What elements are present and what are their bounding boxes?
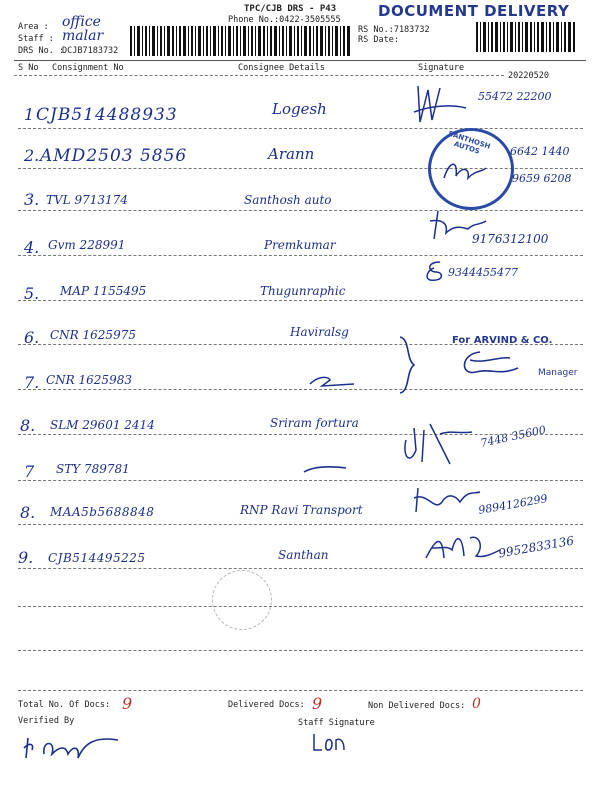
row-2-number: 2. xyxy=(24,146,40,165)
row-1-consignment: CJB514488933 xyxy=(36,105,178,125)
document-delivery-stamp: DOCUMENT DELIVERY xyxy=(378,2,570,20)
row-1-line xyxy=(18,128,583,129)
header-divider-top xyxy=(14,60,586,61)
row-11-phone: 9952833136 xyxy=(497,533,575,561)
signature-row-1 xyxy=(410,82,470,132)
row-5-number: 5. xyxy=(24,284,40,303)
total-docs-value: 9 xyxy=(122,694,133,713)
row-9-consignment: STY 789781 xyxy=(56,462,130,476)
brace-mark xyxy=(398,335,418,395)
stamp-text: SANTHOSH AUTOS xyxy=(447,129,492,156)
row-1-consignee: Logesh xyxy=(272,100,327,118)
row-7-consignment: CNR 1625983 xyxy=(46,373,132,387)
signature-row-10 xyxy=(412,482,482,518)
print-date: 20220520 xyxy=(508,71,549,81)
row-8-phone: 7448 35600 xyxy=(479,423,548,450)
rs-number: RS No.:7183732 xyxy=(358,25,430,35)
signature-row-2 xyxy=(440,156,490,186)
barcode-left xyxy=(130,26,226,56)
row-7-number: 7. xyxy=(24,373,40,392)
row-8-number: 8. xyxy=(20,416,36,435)
company-stamp: For ARVIND & CO. xyxy=(452,335,553,346)
row-11-number: 9. xyxy=(18,548,34,567)
row-9-line xyxy=(18,480,583,481)
row-6-consignment: CNR 1625975 xyxy=(50,328,136,342)
row-4-consignment: Gvm 228991 xyxy=(48,238,126,252)
area-label: Area : xyxy=(18,22,49,32)
row-8-consignment: SLM 29601 2414 xyxy=(50,418,155,432)
row-10-number: 8. xyxy=(20,503,36,522)
row-10-line xyxy=(18,524,583,525)
row-4-number: 4. xyxy=(24,238,40,257)
col-consignee: Consignee Details xyxy=(238,63,325,73)
non-delivered-docs-value: 0 xyxy=(472,696,481,712)
row-3-consignment: TVL 9713174 xyxy=(46,193,128,207)
row-1-number: 1 xyxy=(24,105,35,124)
signature-row-4 xyxy=(428,205,488,245)
faint-stamp xyxy=(212,570,272,630)
staff-signature xyxy=(310,730,350,754)
row-9-number: 7 xyxy=(24,462,35,481)
row-3-number: 3. xyxy=(24,190,40,209)
row-10-consignee: RNP Ravi Transport xyxy=(240,503,363,517)
row-10-consignment: MAA5b5688848 xyxy=(50,505,155,519)
total-docs-label: Total No. Of Docs: xyxy=(18,700,111,710)
row-5-line xyxy=(18,300,583,301)
row-8-line xyxy=(18,434,583,435)
page-title: TPC/CJB DRS - P43 xyxy=(244,4,337,14)
barcode-right xyxy=(476,22,576,52)
barcode-center xyxy=(228,26,350,56)
row-10-phone: 9894126299 xyxy=(477,492,549,517)
verified-signature xyxy=(22,730,122,766)
signature-row-8 xyxy=(400,420,480,470)
signature-row-6 xyxy=(450,346,520,382)
row-2-consignment: AMD2503 5856 xyxy=(40,146,188,166)
row-1-phone: 55472 22200 xyxy=(478,90,552,103)
row-9-ditto-mark xyxy=(300,462,350,476)
row-6-number: 6. xyxy=(24,328,40,347)
row-3-phone: 9659 6208 xyxy=(512,172,572,185)
row-3-consignee: Santhosh auto xyxy=(244,193,332,207)
row-4-line xyxy=(18,255,583,256)
row-5-consignment: MAP 1155495 xyxy=(60,284,147,298)
manager-stamp: Manager xyxy=(538,368,578,378)
empty-line-1 xyxy=(18,606,583,607)
drs-label: DRS No. : xyxy=(18,46,65,56)
row-8-consignee: Sriram fortura xyxy=(270,416,359,430)
row-5-consignee: Thugunraphic xyxy=(260,284,346,298)
row-2-consignee: Arann xyxy=(268,145,315,163)
staff-value: malar xyxy=(62,28,104,44)
row-4-phone: 9176312100 xyxy=(472,232,549,246)
row-3-line xyxy=(18,210,583,211)
empty-line-3 xyxy=(18,690,583,691)
staff-label: Staff : xyxy=(18,34,54,44)
verified-by-label: Verified By xyxy=(18,716,75,726)
row-11-consignment: CJB514495225 xyxy=(48,551,146,565)
delivered-docs-value: 9 xyxy=(312,694,323,713)
staff-signature-label: Staff Signature xyxy=(298,718,375,728)
col-consignment: Consignment No xyxy=(52,63,124,73)
drs-value: DCJB7183732 xyxy=(62,46,119,56)
col-sno: S No xyxy=(18,63,39,73)
rs-date: RS Date: xyxy=(358,35,399,45)
row-5-phone: 9344455477 xyxy=(448,266,518,279)
row-6-consignee: Haviralsg xyxy=(290,325,349,339)
area-value: office xyxy=(62,14,101,30)
col-signature: Signature xyxy=(418,63,465,73)
signature-row-5 xyxy=(422,258,448,284)
header-divider-bottom xyxy=(14,75,504,76)
non-delivered-docs-label: Non Delivered Docs: xyxy=(368,701,466,711)
empty-line-2 xyxy=(18,650,583,651)
row-11-line xyxy=(18,568,583,569)
row-4-consignee: Premkumar xyxy=(264,238,336,252)
row-7-ditto-mark xyxy=(308,374,358,388)
row-7-line xyxy=(18,389,583,390)
delivered-docs-label: Delivered Docs: xyxy=(228,700,305,710)
row-2-phone: 6642 1440 xyxy=(510,145,570,158)
phone-number: Phone No.:0422-3505555 xyxy=(228,15,341,25)
row-11-consignee: Santhan xyxy=(278,548,329,562)
signature-row-11 xyxy=(422,528,502,564)
